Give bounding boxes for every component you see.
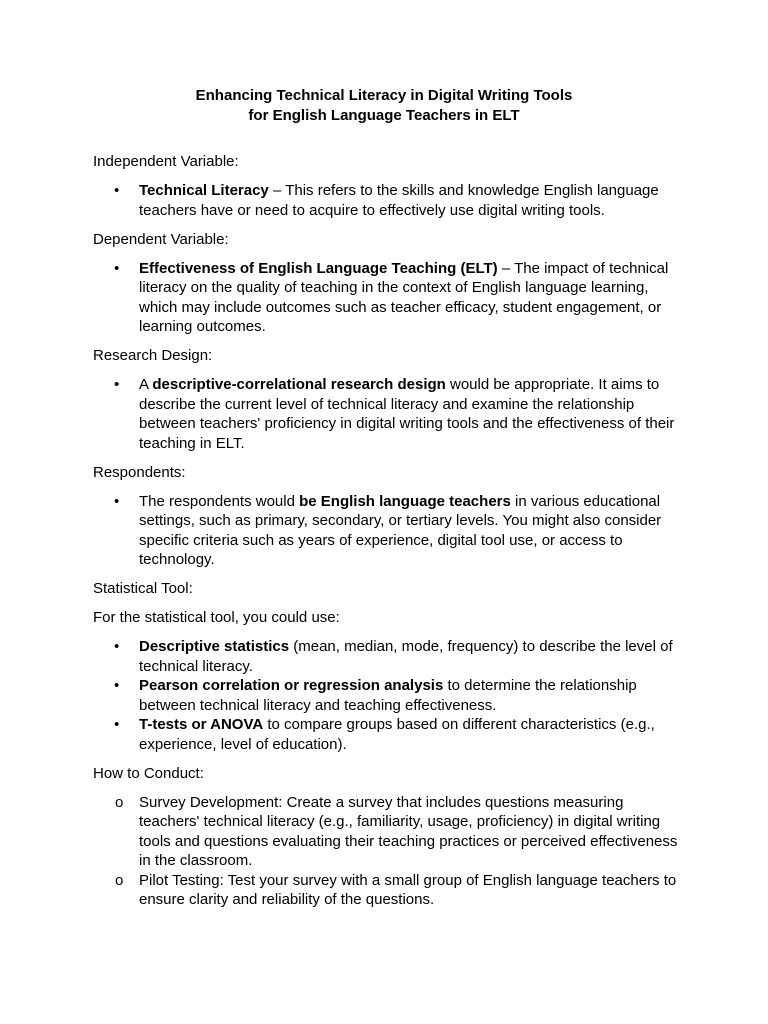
item-text-post: (mean, median, mode, frequency) to describe the level of technical literacy.	[139, 638, 673, 675]
item-text-bold: Technical Literacy	[139, 182, 269, 199]
bullet-circle: o	[115, 871, 124, 889]
item-text-post: to compare groups based on different characteristics (e.g., experience, level of education).	[139, 716, 655, 753]
bullet-circle: o	[115, 793, 124, 811]
item-text-bold: Pearson correlation or regression analysis	[139, 677, 444, 694]
document-title	[0, 86, 768, 125]
research-design-heading: Research Design:	[93, 347, 213, 364]
bullet-disc: •	[114, 182, 120, 199]
item-text-post: in various educational settings, such as primary, secondary, or tertiary levels. You might also consider specific criteria such as years of experience, digital tool use, or access to technology.	[139, 492, 662, 568]
statistical-tool-list	[93, 637, 683, 754]
item-text: Pilot Testing: Test your survey with a small group of English language teachers to ensure clarity and reliability of the questions.	[139, 871, 677, 908]
item-text-post: to determine the relationship between technical literacy and teaching effectiveness.	[139, 677, 637, 714]
list-item	[93, 375, 683, 453]
item-text-bold: T-tests or ANOVA	[139, 716, 264, 733]
statistical-tool-heading: Statistical Tool:	[93, 580, 193, 597]
respondents-list	[93, 492, 683, 570]
item-text-post: – This refers to the skills and knowledge English language teachers have or need to acquire to effectively use digital writing tools.	[139, 182, 659, 219]
dependent-variable-heading: Dependent Variable:	[93, 230, 229, 248]
list-item	[93, 637, 683, 676]
item-text-post: – The impact of technical literacy on the quality of teaching in the context of English language learning, which may include outcomes such as teacher efficacy, student engagement, or learning outcomes.	[139, 259, 669, 335]
bullet-disc: •	[114, 376, 120, 393]
bullet-disc: •	[114, 677, 120, 694]
respondents-heading: Respondents:	[93, 463, 186, 481]
item-text-post: would be appropriate. It aims to describe the current level of technical literacy and examine the relationship between teachers' proficiency in digital writing tools and the effectiveness of their teaching in ELT.	[139, 376, 675, 452]
research-design-list	[93, 375, 683, 453]
bullet-disc: •	[114, 638, 120, 655]
item-text-bold: be English language teachers	[299, 492, 511, 510]
list-item	[93, 181, 683, 220]
list-item	[93, 676, 683, 715]
document-body	[93, 152, 683, 919]
list-item	[93, 492, 683, 570]
item-text-pre: The respondents would	[139, 492, 300, 510]
bullet-disc: •	[114, 492, 120, 510]
bullet-disc: •	[114, 259, 120, 277]
list-item	[93, 715, 683, 754]
bullet-disc: •	[114, 716, 120, 733]
how-to-conduct-heading: How to Conduct:	[93, 764, 204, 782]
statistical-tool-intro: For the statistical tool, you could use:	[93, 609, 340, 626]
dependent-variable-list	[93, 259, 683, 337]
how-to-conduct-list	[93, 793, 683, 910]
list-item	[93, 871, 683, 910]
title-line-2: for English Language Teachers in ELT	[248, 106, 520, 124]
item-text: Survey Development: Create a survey that includes questions measuring teachers' technical literacy (e.g., familiarity, usage, proficiency) in digital writing tools and questions evaluating their teaching practices or perceived effectiveness in the classroom.	[139, 793, 678, 869]
item-text-bold: Effectiveness of English Language Teaching (ELT)	[139, 259, 498, 277]
independent-variable-heading: Independent Variable:	[93, 153, 239, 170]
item-text-pre: A	[139, 376, 153, 393]
item-text-bold: Descriptive statistics	[139, 638, 290, 655]
list-item	[93, 259, 683, 337]
title-line-1: Enhancing Technical Literacy in Digital Writing Tools	[195, 87, 573, 104]
item-text-bold: descriptive-correlational research design	[152, 376, 446, 393]
list-item	[93, 793, 683, 871]
independent-variable-list	[93, 181, 683, 220]
